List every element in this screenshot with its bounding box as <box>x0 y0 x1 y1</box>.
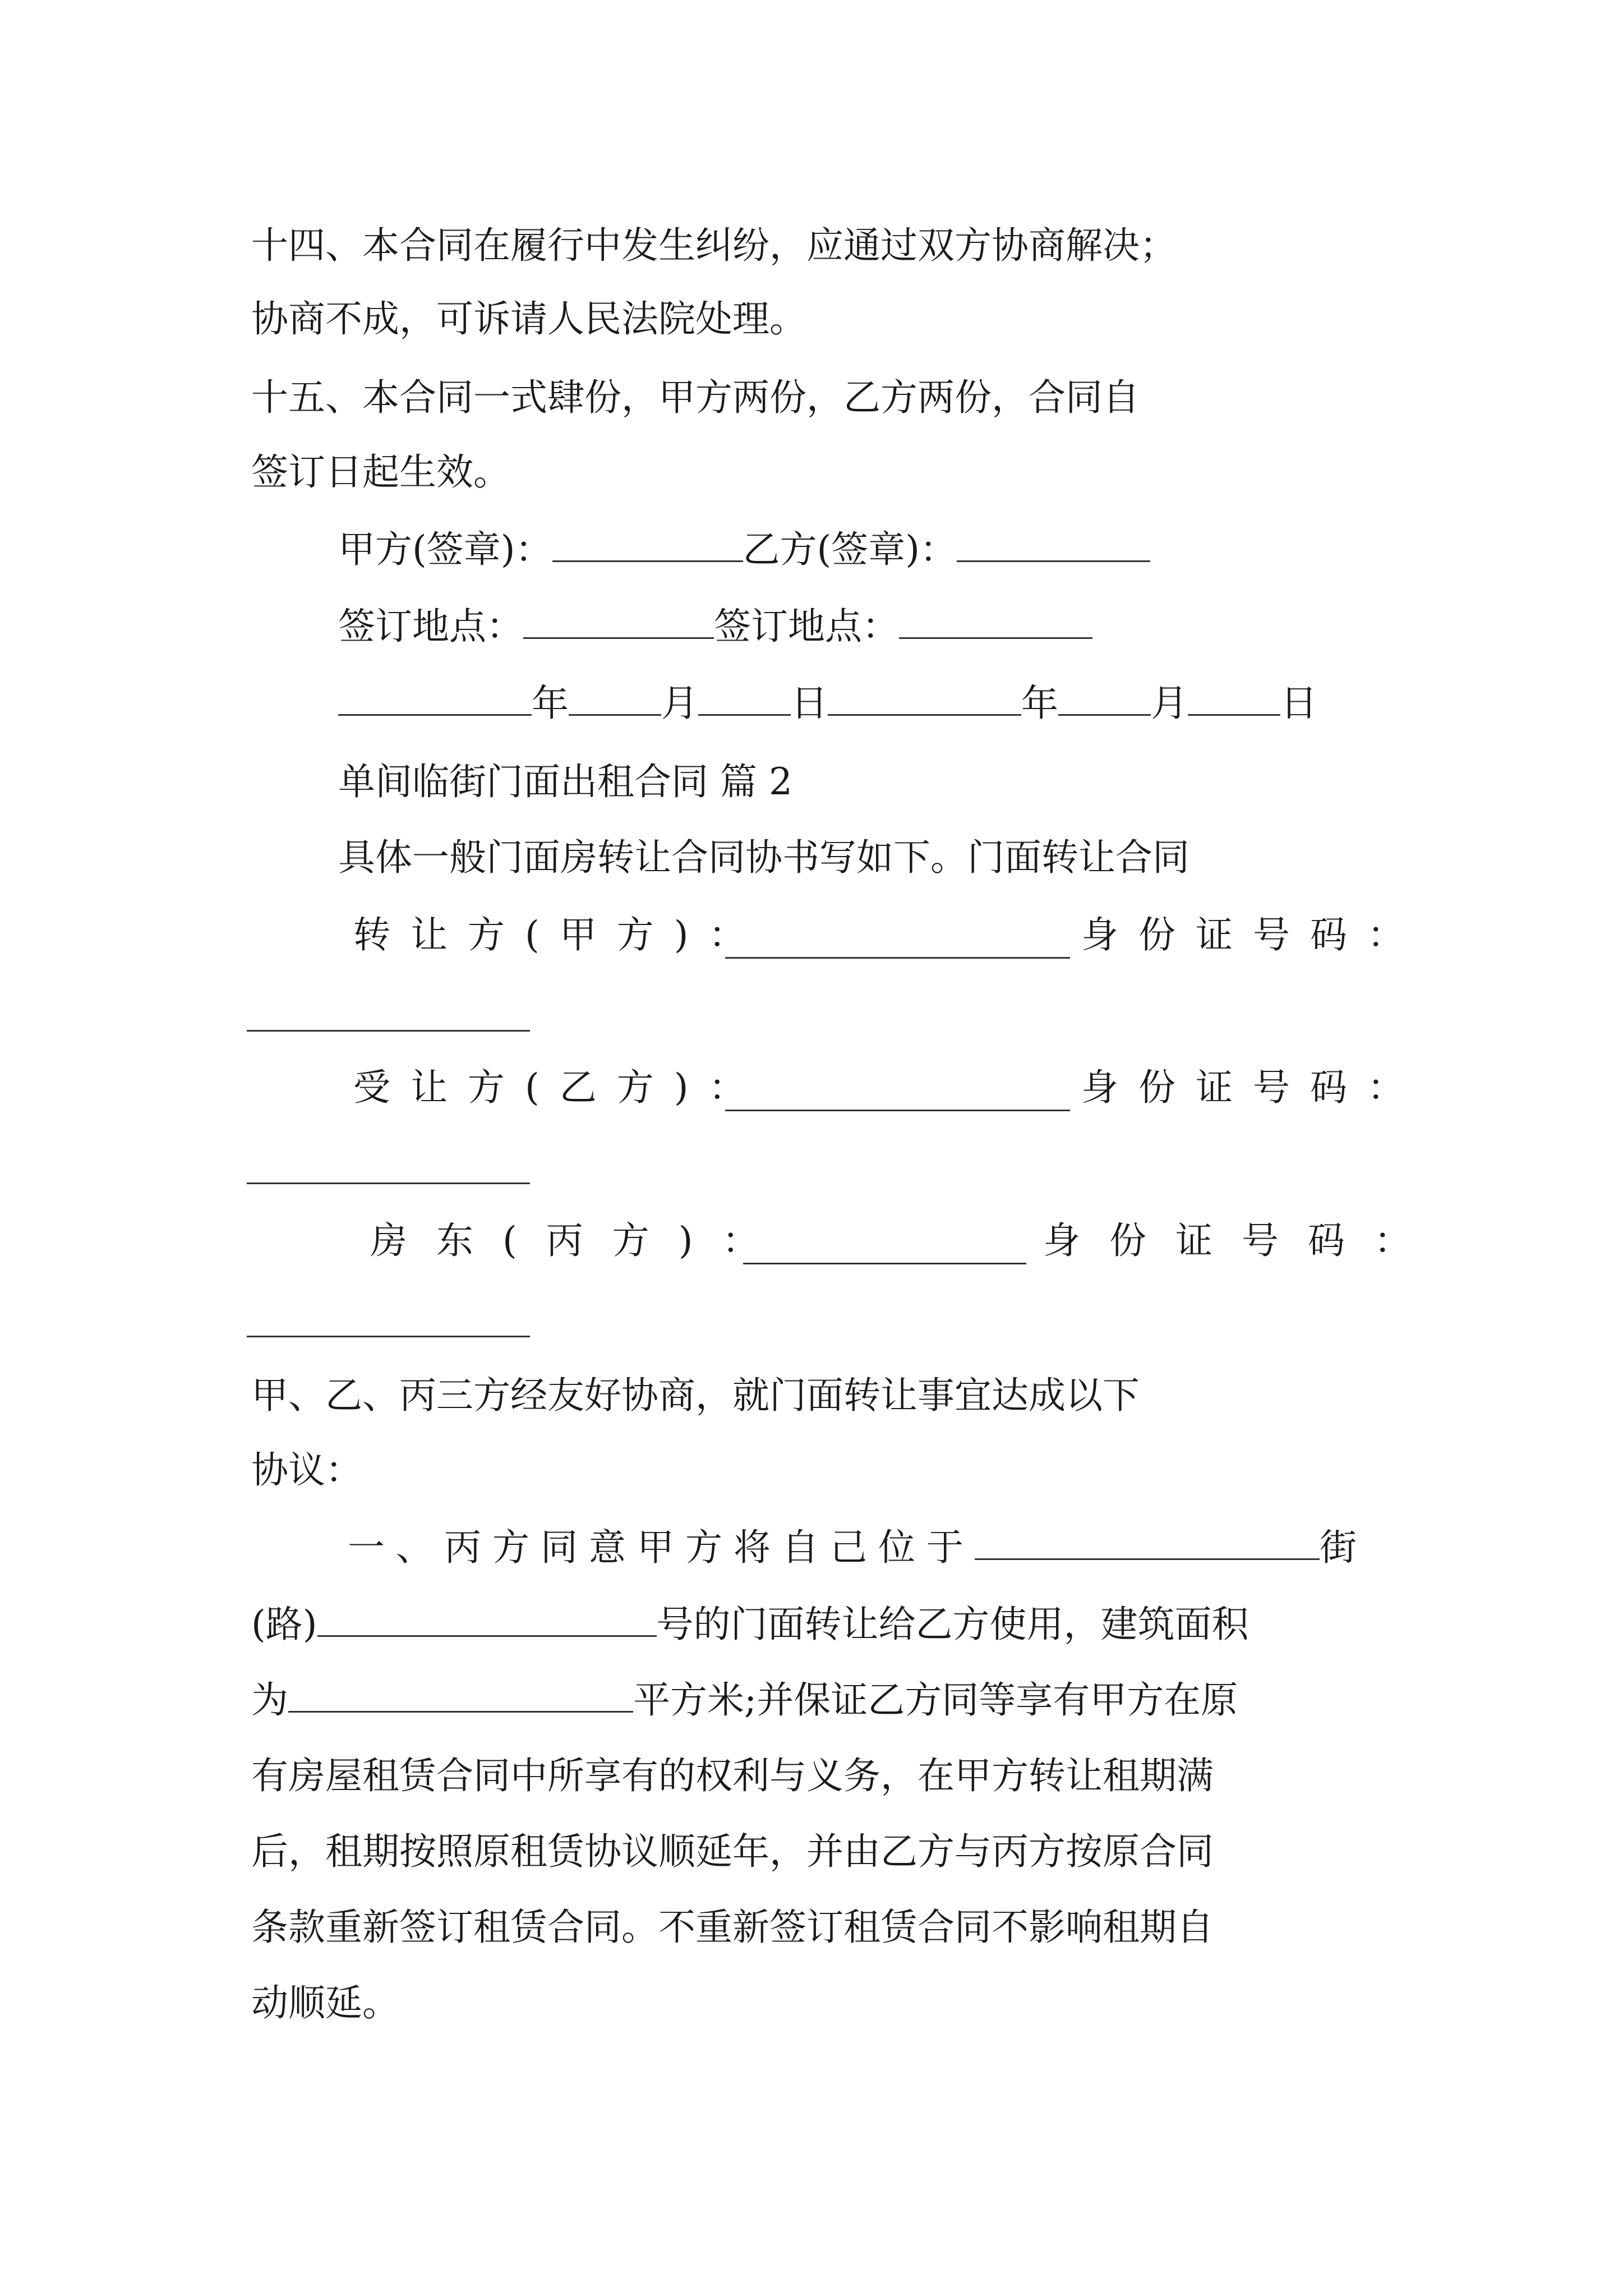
year-blank-a[interactable] <box>338 679 532 716</box>
item-1-text-line-6: 条款重新签订租赁合同。不重新签订租赁合同不影响租期自 <box>251 1906 1214 1949</box>
item-1-line-3 <box>251 1675 1623 1726</box>
day-blank-a[interactable] <box>698 679 791 716</box>
clause-15-text-1: 十五、本合同一式肆份，甲方两份，乙方两份，合同自 <box>251 376 1140 419</box>
agreement-lead-line-1 <box>251 1370 1383 1421</box>
landlord-id-line <box>1043 1216 1623 1266</box>
item-1-text-line-5: 后，租期按照原租赁协议顺延年，并由乙方与丙方按原合同 <box>251 1830 1214 1873</box>
landlord-id-label: 身份证号码： <box>1043 1219 1440 1262</box>
section-2-intro-text: 具体一般门面房转让合同协书写如下。门面转让合同 <box>338 836 1189 879</box>
section-2-title: 单间临街门面出租合同 篇 2 <box>338 760 792 803</box>
day-label-b: 日 <box>1280 682 1317 725</box>
landlord-label: 房东(丙方)： <box>370 1219 789 1262</box>
signing-place-blank-a[interactable] <box>523 602 714 639</box>
transferee-id-line <box>1081 1062 1623 1113</box>
party-b-signature-label: 乙方(签章)： <box>743 528 957 571</box>
item-1-text-b: 街 <box>1320 1526 1357 1569</box>
party-b-signature-blank[interactable] <box>957 526 1150 562</box>
item-1-text-line-4: 有房屋租赁合同中所享有的权利与义务，在甲方转让租期满 <box>251 1754 1214 1797</box>
clause-14-line-2 <box>251 294 1623 344</box>
month-blank-b[interactable] <box>1058 679 1151 716</box>
party-a-signature-label: 甲方(签章)： <box>338 528 552 571</box>
clause-14-text-2: 协商不成，可诉请人民法院处理。 <box>251 297 806 341</box>
street-blank[interactable] <box>975 1524 1320 1560</box>
section-2-intro <box>338 832 1623 883</box>
item-1-line-2 <box>251 1599 1623 1650</box>
date-line <box>338 678 1623 729</box>
agreement-lead-line-2 <box>251 1445 1623 1496</box>
signature-line <box>338 524 1623 575</box>
month-label-b: 月 <box>1151 682 1188 725</box>
year-label-a: 年 <box>532 682 569 725</box>
item-1-text-d: 号的门面转让给乙方使用，建筑面积 <box>656 1603 1249 1646</box>
day-blank-b[interactable] <box>1188 679 1280 716</box>
transferee-label: 受让方(乙方)： <box>353 1066 766 1109</box>
month-label-a: 月 <box>661 682 698 725</box>
transferor-id-line <box>1081 910 1623 960</box>
year-label-b: 年 <box>1021 682 1058 725</box>
agreement-lead-text-2: 协议： <box>251 1448 362 1492</box>
clause-15-line-2 <box>251 447 1623 498</box>
clause-15-text-2: 签订日起生效。 <box>251 450 510 494</box>
item-1-line-4 <box>251 1751 1383 1801</box>
landlord-id-blank[interactable] <box>247 1336 530 1337</box>
transferee-id-blank[interactable] <box>247 1182 530 1184</box>
signing-place-label-b: 签订地点： <box>714 605 899 648</box>
road-number-blank[interactable] <box>317 1600 657 1637</box>
landlord-name-blank[interactable] <box>743 1263 1026 1264</box>
transferor-name-blank[interactable] <box>725 957 1070 959</box>
day-label-a: 日 <box>791 682 828 725</box>
signing-place-label-a: 签订地点： <box>338 605 523 648</box>
clause-14-text-1: 十四、本合同在履行中发生纠纷，应通过双方协商解决； <box>251 224 1177 267</box>
month-blank-a[interactable] <box>569 679 661 716</box>
clause-14-line-1 <box>251 220 1383 271</box>
transferee-id-label: 身份证号码： <box>1081 1066 1424 1109</box>
transferor-id-label: 身份证号码： <box>1081 913 1424 956</box>
item-1-line-5 <box>251 1826 1383 1877</box>
item-1-text-f: 平方米;并保证乙方同等享有甲方在原 <box>633 1678 1238 1722</box>
signing-place-blank-b[interactable] <box>899 602 1092 639</box>
item-1-text-a: 一、丙方同意甲方将自己位于 <box>348 1526 975 1569</box>
transferor-label: 转让方(甲方)： <box>353 913 766 956</box>
signing-place-line <box>338 601 1623 652</box>
item-1-line-7 <box>251 1978 1623 2028</box>
item-1-line-6 <box>251 1902 1383 1953</box>
year-blank-b[interactable] <box>828 679 1021 716</box>
item-1-line-1 <box>348 1522 1623 1573</box>
clause-15-line-1 <box>251 372 1383 423</box>
item-1-text-e: 为 <box>251 1678 288 1722</box>
party-a-signature-blank[interactable] <box>552 526 743 562</box>
section-2-heading <box>338 757 1623 807</box>
item-1-text-c: (路) <box>251 1603 317 1646</box>
area-blank[interactable] <box>288 1676 633 1713</box>
item-1-text-line-7: 动顺延。 <box>251 1981 399 2024</box>
transferor-id-blank[interactable] <box>247 1030 530 1032</box>
transferee-name-blank[interactable] <box>725 1110 1070 1111</box>
agreement-lead-text-1: 甲、乙、丙三方经友好协商，就门面转让事宜达成以下 <box>251 1374 1140 1417</box>
